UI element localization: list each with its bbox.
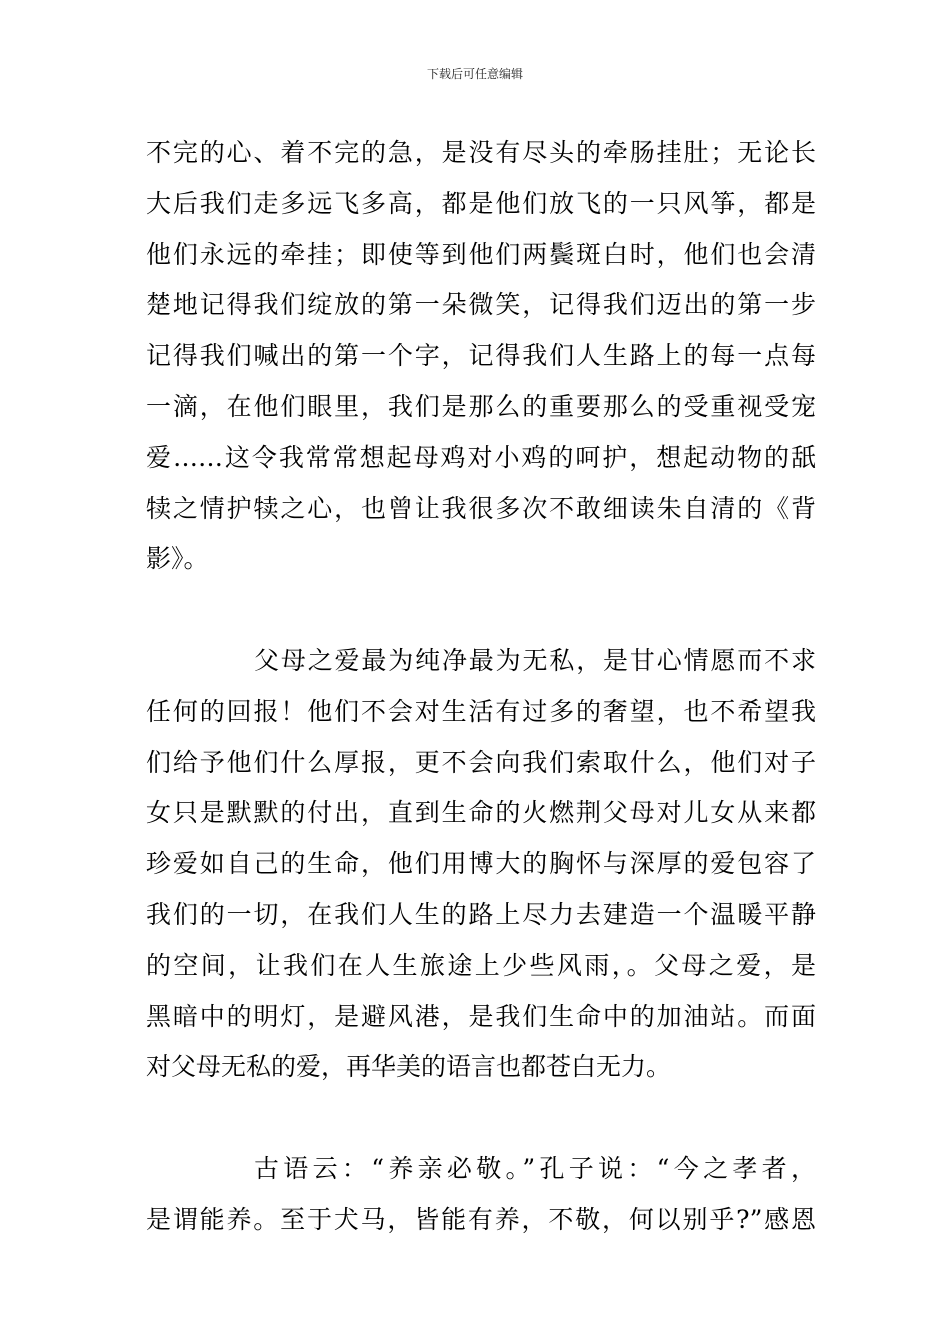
paragraph-spacer [146, 1093, 816, 1144]
text-line: 他们永远的牵挂；即使等到他们两鬓斑白时，他们也会清 [146, 239, 816, 269]
paragraph-2 [146, 636, 816, 1093]
paragraph-1 [146, 128, 816, 585]
text-line: 犊之情护犊之心，也曾让我很多次不敢细读朱自清的《背 [146, 493, 816, 523]
text-line: 影》。 [146, 544, 209, 574]
paragraph-3 [146, 1144, 816, 1246]
text-line: 古语云：“养亲必敬。”孔子说：“今之孝者， [254, 1153, 816, 1183]
text-line: 不完的心、着不完的急，是没有尽头的牵肠挂肚；无论长 [146, 138, 816, 167]
text-line: 我们的一切，在我们人生的路上尽力去建造一个温暖平静 [146, 899, 816, 929]
text-line: 的空间，让我们在人生旅途上少些风雨，。父母之爱，是 [146, 950, 816, 980]
text-line: 珍爱如自己的生命，他们用博大的胸怀与深厚的爱包容了 [146, 849, 816, 879]
text-line: 爱……这令我常常想起母鸡对小鸡的呵护，想起动物的舐 [146, 442, 816, 472]
text-line: 父母之爱最为纯净最为无私，是甘心情愿而不求 [254, 645, 816, 675]
text-line: 任何的回报！他们不会对生活有过多的奢望，也不希望我 [146, 696, 816, 726]
text-line: 楚地记得我们绽放的第一朵微笑，记得我们迈出的第一步 [146, 290, 816, 320]
text-line: 大后我们走多远飞多高，都是他们放飞的一只风筝，都是 [146, 188, 816, 218]
text-line: 们给予他们什么厚报，更不会向我们索取什么，他们对子 [146, 747, 816, 777]
text-line: 是谓能养。至于犬马，皆能有养，不敬，何以别乎?”感恩 [146, 1204, 816, 1234]
page-header: 下载后可任意编辑 [426, 67, 523, 81]
text-line: 黑暗中的明灯，是避风港，是我们生命中的加油站。而面 [146, 1001, 816, 1031]
document-body [146, 128, 816, 1246]
text-line: 女只是默默的付出，直到生命的火燃荆父母对儿女从来都 [146, 798, 816, 828]
paragraph-spacer [146, 585, 816, 636]
text-line: 记得我们喊出的第一个字，记得我们人生路上的每一点每 [146, 341, 816, 371]
text-line: 一滴，在他们眼里，我们是那么的重要那么的受重视受宠 [146, 391, 816, 421]
text-line: 对父母无私的爱，再华美的语言也都苍白无力。 [146, 1052, 672, 1082]
